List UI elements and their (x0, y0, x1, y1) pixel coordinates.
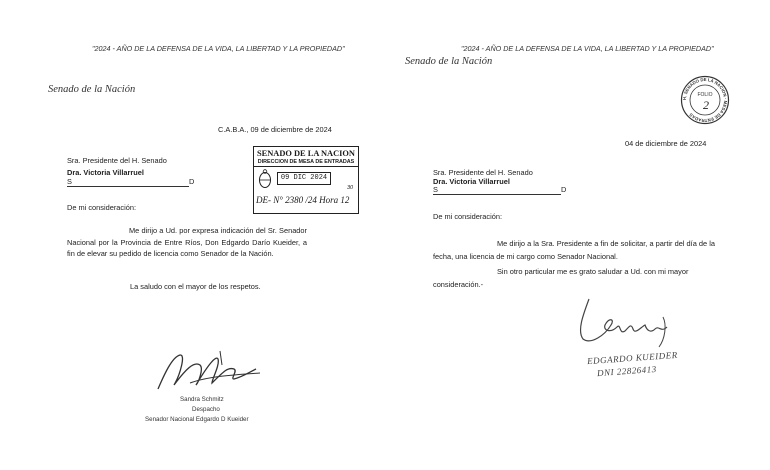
left-body: Me dirijo a Ud. por expresa indicación del Sr. Senador Nacional por la Provincia de Entre Ríos, Don Edgardo Darío Kueider, a fin de elevar su pedido de licencia como Senador de la Nación. (67, 226, 307, 258)
right-letter (385, 0, 770, 470)
left-s-d-line (67, 177, 194, 187)
left-addressee-title: Sra. Presidente del H. Senado (67, 156, 167, 165)
left-d-mark: D (189, 177, 195, 186)
left-addressee-name: Dra. Victoria Villarruel (67, 168, 144, 177)
right-motto: "2024 - AÑO DE LA DEFENSA DE LA VIDA, LA LIBERTAD Y LA PROPIEDAD" (461, 44, 714, 53)
right-d-mark: D (561, 185, 567, 194)
right-s-mark: S (433, 185, 561, 195)
right-signature (575, 295, 685, 350)
folio-ring-text: H. SENADO DE LA NACION · MESA DE ENTRADAS (681, 76, 729, 124)
stamp-side-mark: 30 (347, 185, 354, 191)
folio-stamp (680, 75, 730, 125)
right-s-d-line (433, 185, 566, 195)
left-signature (150, 345, 265, 395)
left-salutation: De mi consideración: (67, 203, 137, 212)
stamp-title: SENADO DE LA NACION (257, 149, 355, 158)
right-date: 04 de diciembre de 2024 (625, 139, 707, 148)
right-letterhead: Senado de la Nación (405, 56, 493, 67)
stamp-date: 09 DIC 2024 (277, 172, 331, 185)
stamp-number: DE- N° 2380 /24 Hora 12 (256, 195, 350, 205)
right-handwritten-name: EDGARDO KUEIDER (586, 349, 678, 367)
right-addressee-title: Sra. Presidente del H. Senado (433, 168, 533, 177)
left-motto: "2024 - AÑO DE LA DEFENSA DE LA VIDA, LA LIBERTAD Y LA PROPIEDAD" (92, 44, 345, 53)
coat-of-arms-icon (258, 169, 272, 189)
folio-number: 2 (703, 98, 709, 112)
entry-stamp (253, 146, 359, 214)
left-s-mark: S (67, 177, 189, 187)
right-salutation: De mi consideración: (433, 212, 503, 221)
left-letterhead: Senado de la Nación (48, 84, 136, 95)
left-closing: La saludo con el mayor de los respetos. (130, 282, 261, 291)
folio-stamp-seal-icon (680, 75, 730, 125)
folio-label: FOLIO (697, 92, 713, 98)
right-addressee-name: Dra. Victoria Villarruel (433, 177, 510, 186)
right-closing: Sin otro particular me es grato saludar a Ud. con mi mayor consideración.- (433, 267, 689, 289)
left-signer-office: Senador Nacional Edgardo D Kueider (145, 416, 249, 423)
right-body: Me dirijo a la Sra. Presidente a fin de solicitar, a partir del día de la fecha, una licencia de mi cargo como Senador Nacional. (433, 239, 715, 261)
left-signer-title: Despacho (192, 406, 220, 413)
stamp-subtitle: DIRECCION DE MESA DE ENTRADAS (254, 159, 358, 167)
right-handwritten-dni: DNI 22826413 (596, 363, 658, 379)
left-signer-name: Sandra Schmitz (180, 396, 224, 403)
left-place-date: C.A.B.A., 09 de diciembre de 2024 (218, 125, 332, 134)
